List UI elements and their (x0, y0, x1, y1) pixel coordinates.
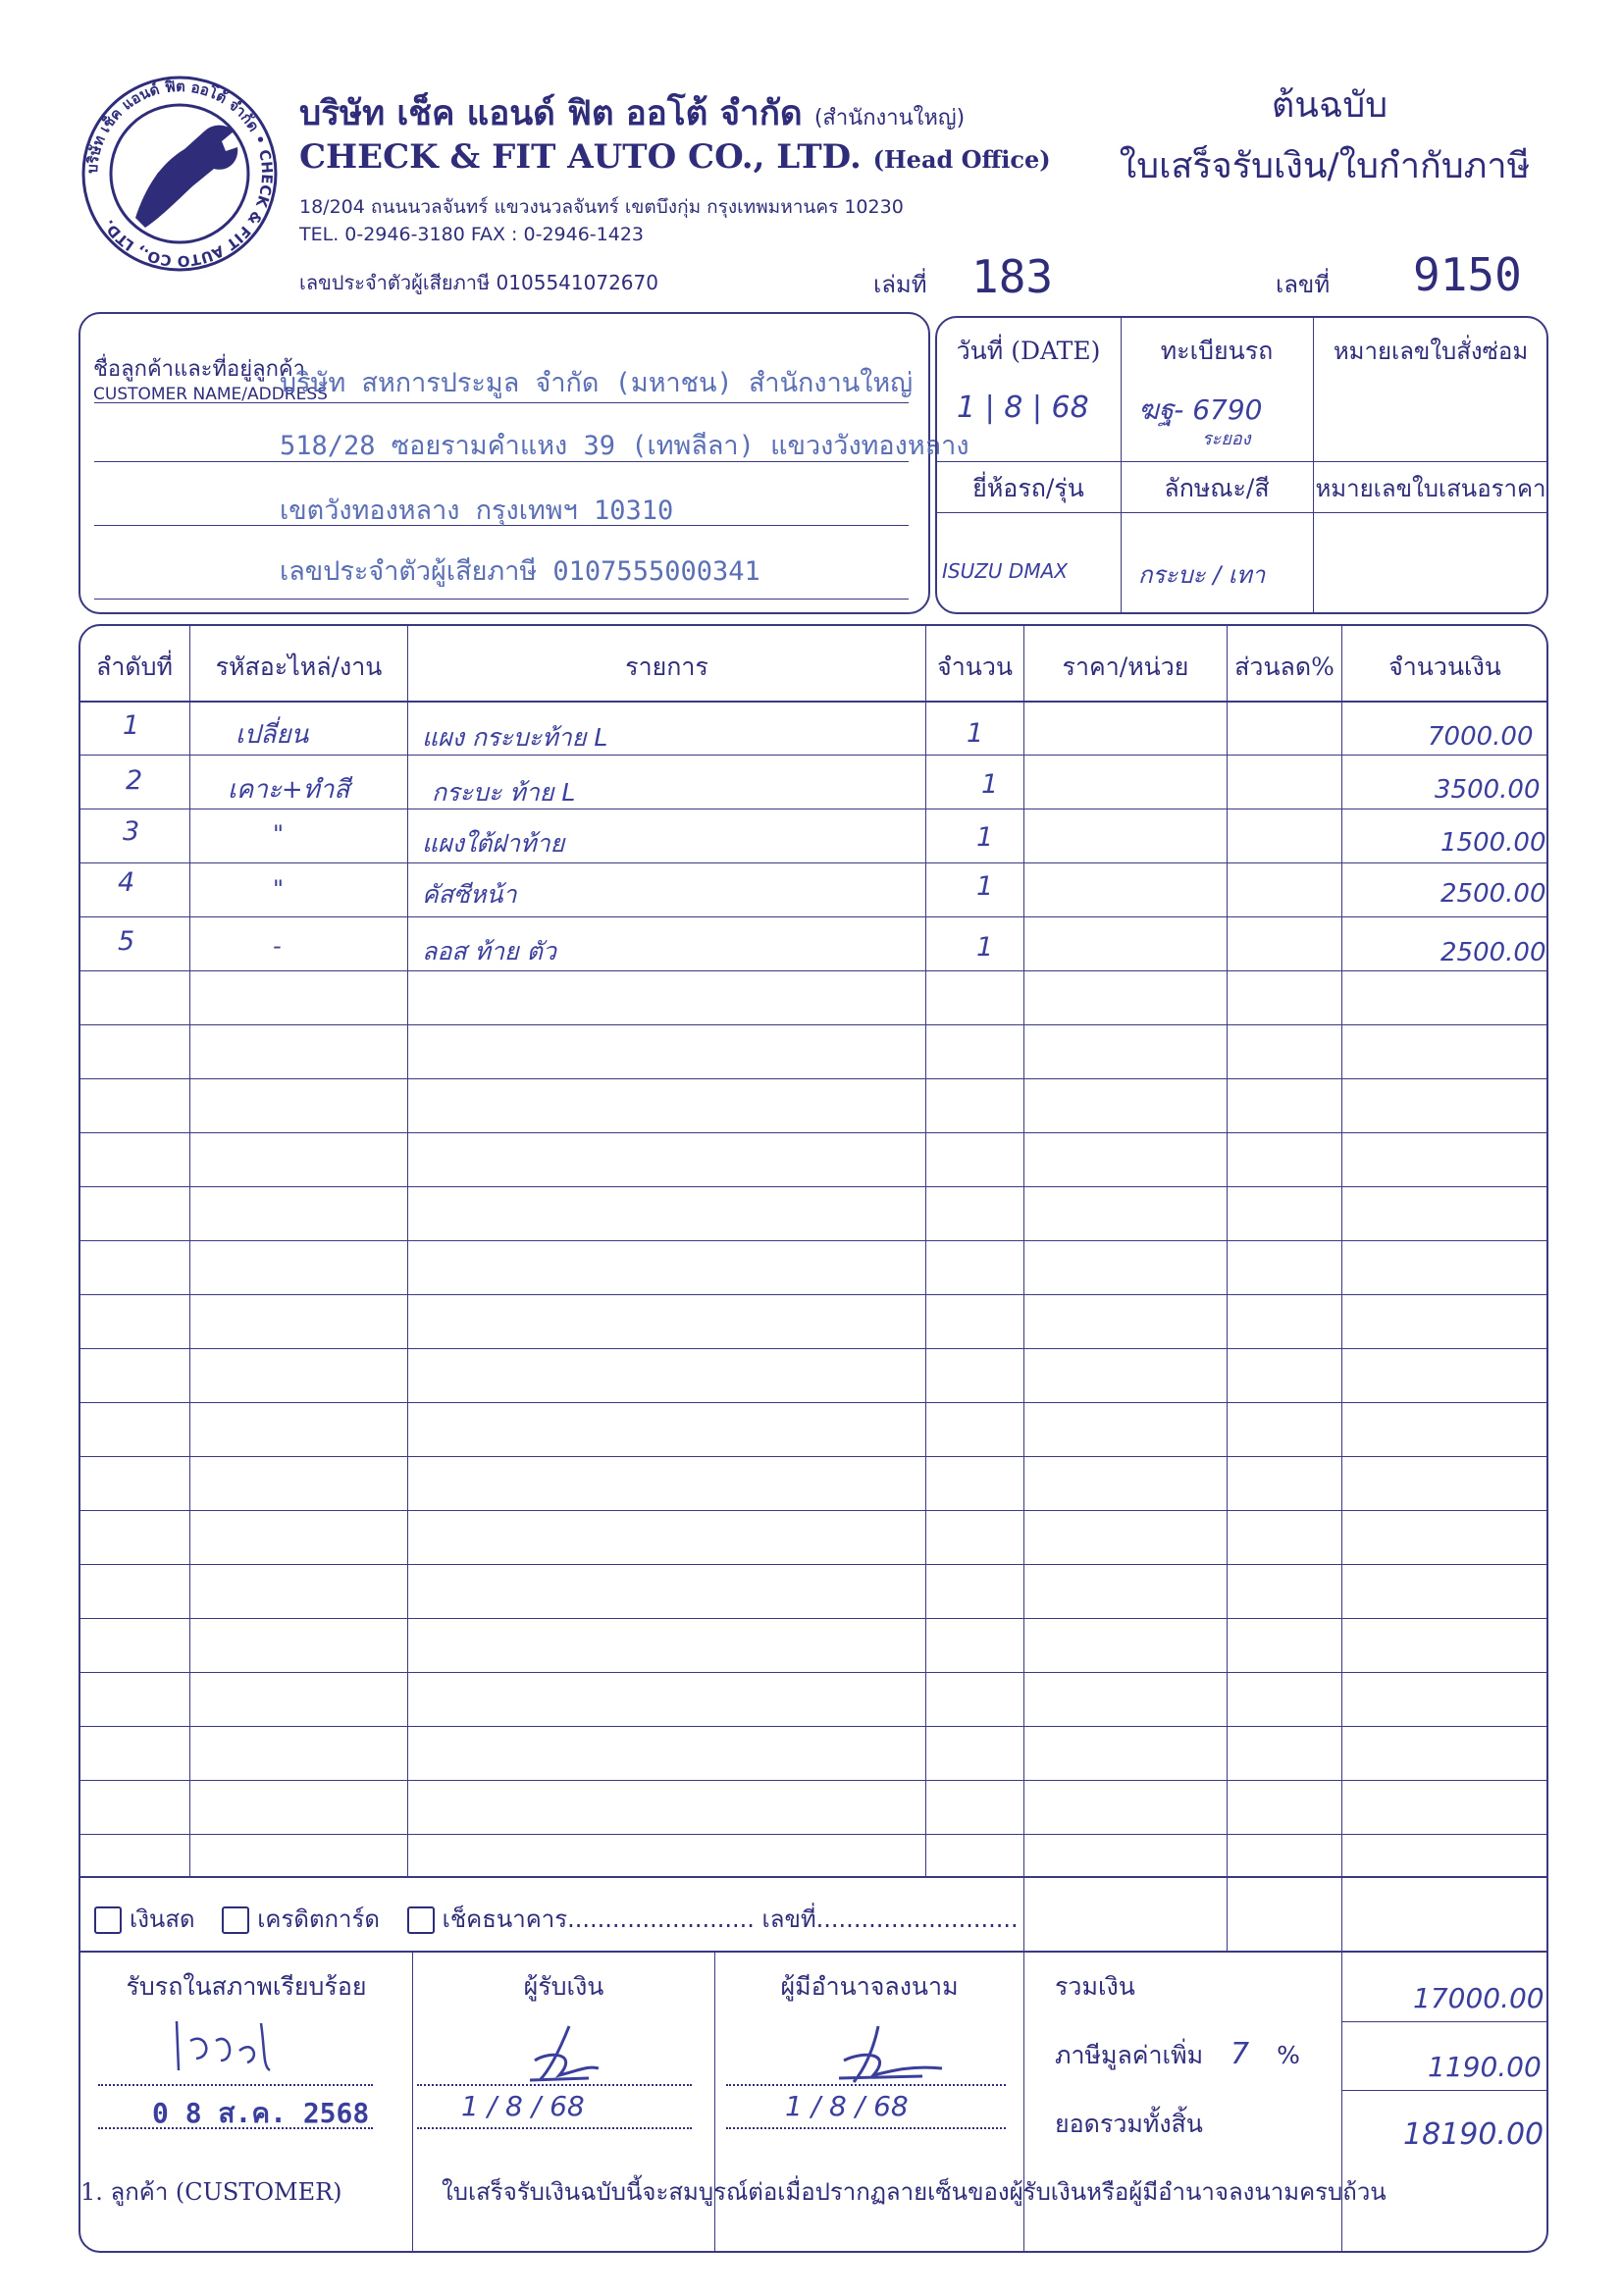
customer-line-1: บริษัท สหการประมูล จำกัด (มหาชน) สำนักงานใหญ่ (280, 368, 914, 398)
footer-copy: 1. ลูกค้า (CUSTOMER) (80, 2178, 342, 2206)
table-row-line (79, 1780, 1547, 1781)
table-row-line (79, 1672, 1547, 1673)
table-row-line (79, 862, 1547, 863)
authorized-signature (824, 2021, 952, 2090)
subtotal-label: รวมเงิน (1055, 1972, 1135, 2001)
row-4-amount: 2500.00 (1440, 879, 1546, 909)
cheque-number: เลขที่........................... (761, 1905, 1019, 1933)
company-contact: TEL. 0-2946-3180 FAX : 0-2946-1423 (299, 224, 645, 245)
plate-province: ระยอง (1202, 429, 1251, 449)
payment-methods (94, 1900, 1019, 1938)
table-row-line (79, 1618, 1547, 1619)
table-row-line (79, 755, 1547, 756)
branch-th: (สำนักงานใหญ่) (813, 106, 966, 130)
credit-option[interactable]: เครดิตการ์ด (222, 1905, 380, 1933)
subtotal-value: 17000.00 (1413, 1982, 1544, 2014)
repair-order-label: หมายเลขใบสั่งซ่อม (1333, 338, 1529, 365)
row-3-qty: 1 (976, 822, 994, 853)
table-row-line (79, 970, 1547, 971)
customer-label-th: ชื่อลูกค้าและที่อยู่ลูกค้า (93, 357, 305, 382)
doc-number: 9150 (1413, 248, 1522, 301)
row-5-qty: 1 (976, 932, 994, 963)
row-2-no: 2 (126, 765, 143, 796)
row-1-no: 1 (123, 710, 140, 741)
table-row-line (79, 1402, 1547, 1403)
col-qty: จำนวน (937, 652, 1013, 681)
authorized-date: 1 / 8 / 68 (785, 2090, 909, 2122)
receiver-label: ผู้รับเงิน (523, 1972, 604, 2001)
no-label: เลขที่ (1276, 271, 1331, 298)
cheque-option[interactable]: เช็คธนาคาร......................... (407, 1905, 755, 1933)
customer-line-3: เขตวังทองหลาง กรุงเทพฯ 10310 (280, 496, 674, 526)
row-5-amount: 2500.00 (1440, 938, 1546, 967)
table-row-line (79, 1024, 1547, 1025)
svg-text:บริษัท เช็ค แอนด์ ฟิต ออโต้ จำ: บริษัท เช็ค แอนด์ ฟิต ออโต้ จำกัด • CHECK & FIT AUTO CO., LTD. (82, 77, 277, 271)
table-row-line (79, 1456, 1547, 1457)
cash-option[interactable]: เงินสด (94, 1905, 195, 1933)
date-value: 1 | 8 | 68 (957, 391, 1089, 425)
type-label: ลักษณะ/สี (1164, 474, 1270, 502)
row-1-qty: 1 (967, 718, 984, 749)
grand-total-value: 18190.00 (1403, 2117, 1544, 2152)
cheque-checkbox[interactable] (407, 1906, 435, 1934)
customer-label-en: CUSTOMER NAME/ADDRESS (93, 385, 328, 404)
vat-rate: 7 (1230, 2037, 1250, 2071)
customer-signature (167, 2011, 285, 2080)
customer-line-2: 518/28 ซอยรามคำแหง 39 (เทพลีลา) แขวงวังทองหลาง (280, 431, 969, 461)
company-logo (77, 71, 283, 277)
receiver-signature (520, 2021, 608, 2090)
table-row-line (79, 1564, 1547, 1565)
date-label: วันที่ (DATE) (956, 337, 1101, 365)
items-table (79, 624, 1548, 2253)
col-amount: จำนวนเงิน (1388, 652, 1501, 681)
received-car-label: รับรถในสภาพเรียบร้อย (126, 1972, 367, 2001)
table-row-line (79, 1726, 1547, 1727)
grand-total-label: ยอดรวมทั้งสิ้น (1055, 2110, 1203, 2138)
company-address: 18/204 ถนนนวลจันทร์ แขวงนวลจันทร์ เขตบึงกุ่ม กรุงเทพมหานคร 10230 (299, 196, 904, 218)
col-desc: รายการ (625, 652, 708, 681)
table-row-line (79, 1834, 1547, 1835)
table-row-line (79, 1294, 1547, 1295)
row-1-desc: แผง กระบะท้าย L (422, 723, 608, 752)
branch-en: (Head Office) (872, 145, 1051, 174)
row-5-no: 5 (118, 926, 135, 957)
row-5-desc: ลอส ท้าย ตัว (422, 937, 556, 965)
col-no: ลำดับที่ (96, 652, 173, 681)
vat-label: ภาษีมูลค่าเพิ่ม 7 % (1055, 2037, 1300, 2071)
quote-label: หมายเลขใบเสนอราคา (1315, 475, 1546, 502)
row-4-qty: 1 (976, 871, 994, 902)
copy-label: ต้นฉบับ (1271, 85, 1388, 126)
row-4-no: 4 (118, 867, 135, 898)
plate-label: ทะเบียนรถ (1160, 337, 1274, 365)
customer-line-4: เลขประจำตัวผู้เสียภาษี 0107555000341 (280, 556, 760, 587)
row-4-code: " (273, 875, 285, 903)
receiver-date: 1 / 8 / 68 (461, 2090, 585, 2122)
credit-checkbox[interactable] (222, 1906, 249, 1934)
company-name-en: CHECK & FIT AUTO CO., LTD. (Head Office) (299, 137, 1051, 177)
table-row-line (79, 1240, 1547, 1241)
row-3-code: " (273, 820, 285, 848)
footer-note: ใบเสร็จรับเงินฉบับนี้จะสมบูรณ์ต่อเมื่อปรากฏลายเซ็นของผู้รับเงินหรือผู้มีอำนาจลงนามครบถ้วน (442, 2178, 1387, 2206)
book-number: 183 (971, 250, 1054, 303)
row-5-code: - (273, 932, 282, 960)
col-discount: ส่วนลด% (1234, 652, 1335, 681)
table-row-line (79, 1510, 1547, 1511)
table-row-line (79, 1348, 1547, 1349)
plate-value: ฆฐ- 6790 (1138, 393, 1263, 426)
row-2-amount: 3500.00 (1435, 775, 1541, 805)
type-value: กระบะ / เทา (1138, 561, 1266, 589)
brand-label: ยี่ห้อรถ/รุ่น (972, 474, 1084, 502)
row-1-code: เปลี่ยน (236, 720, 309, 750)
table-row-line (79, 1078, 1547, 1079)
table-row-line (79, 1132, 1547, 1133)
brand-value: ISUZU DMAX (942, 559, 1068, 583)
book-label: เล่มที่ (873, 271, 927, 298)
vat-unit: % (1277, 2041, 1300, 2069)
row-3-desc: แผงใต้ฝาท้าย (422, 829, 565, 858)
company-tax-id: เลขประจำตัวผู้เสียภาษี 0105541072670 (299, 271, 658, 294)
row-4-desc: คัสซีหน้า (422, 880, 517, 909)
doc-title: ใบเสร็จรับเงิน/ใบกำกับภาษี (1119, 146, 1531, 186)
authorized-label: ผู้มีอำนาจลงนาม (780, 1972, 959, 2001)
received-date: 0 8 ส.ค. 2568 (152, 2097, 370, 2129)
col-unit-price: ราคา/หน่วย (1062, 652, 1189, 681)
table-row-line (79, 1186, 1547, 1187)
row-1-amount: 7000.00 (1428, 722, 1534, 752)
company-name-th: บริษัท เช็ค แอนด์ ฟิต ออโต้ จำกัด (สำนักงานใหญ่) (299, 94, 966, 133)
cash-checkbox[interactable] (94, 1906, 122, 1934)
row-2-code: เคาะ+ทำสี (228, 775, 350, 805)
col-code: รหัสอะไหล่/งาน (215, 652, 383, 681)
row-2-desc: กระบะ ท้าย L (432, 778, 576, 807)
row-3-amount: 1500.00 (1440, 828, 1546, 858)
row-2-qty: 1 (981, 769, 999, 800)
table-row-line (79, 916, 1547, 917)
row-3-no: 3 (123, 816, 140, 847)
vat-value: 1190.00 (1428, 2051, 1542, 2083)
